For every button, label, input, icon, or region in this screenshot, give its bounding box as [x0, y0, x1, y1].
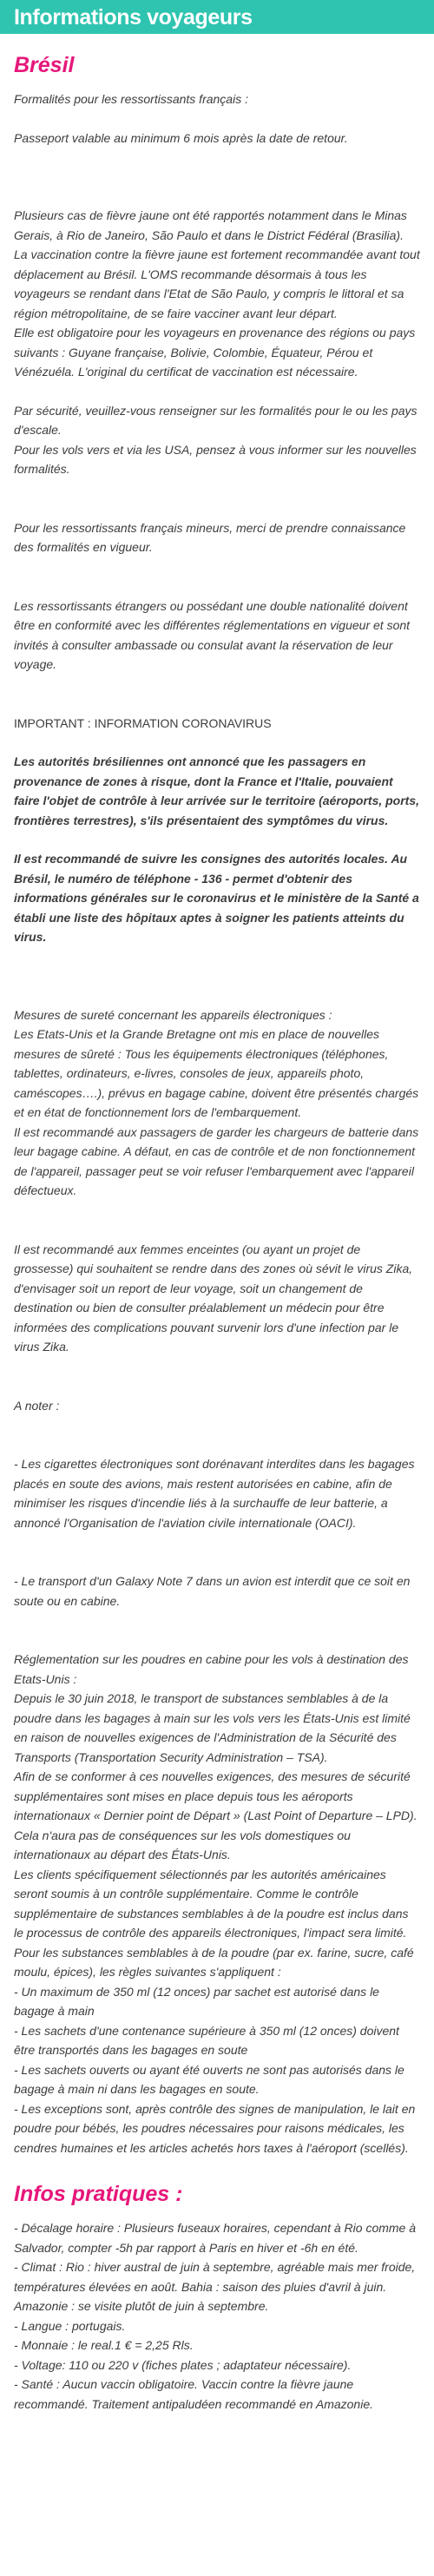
poudres-para-3: Afin de se conformer à ces nouvelles exigences, des mesures de sécurité supplémentaires sont mises en place depuis tous les aéroports internationaux « Dernier point de Départ » (Last Point of Departure – LPD). Cela n'aura pas de conséquences sur les vols domestiques ou internationaux au départ des États-Unis. — [14, 1769, 418, 1861]
passeport-text: Passeport valable au minimum 6 mois après la date de retour. — [14, 130, 348, 145]
info-item-climat: - Climat : Rio : hiver austral de juin à septembre, agréable mais mer froide, températures élevées en août. Bahia : saison des pluies d'avril à juin. Amazonie : se visite plutôt de juin à septembre. — [14, 2260, 416, 2313]
mineurs-text: Pour les ressortissants français mineurs, merci de prendre connaissance des formalités en vigueur. — [14, 520, 406, 554]
page-title: Informations voyageurs — [14, 5, 253, 30]
info-item-voltage: - Voltage: 110 ou 220 v (fiches plates ; adaptateur nécessaire). — [14, 2357, 352, 2372]
coronavirus-para-2: Il est recommandé de suivre les consignes des autorités locales. Au Brésil, le numéro de téléphone - 136 - permet d'obtenir des informations générales sur le coronavirus et le ministère de la Santé a établi une liste des hôpitaux aptes à soigner les patients atteints du virus. — [14, 852, 419, 944]
cigarettes-text: - Les cigarettes électroniques sont dorénavant interdites dans les bagages placés en soute des avions, mais restent autorisées en cabine, afin de minimiser les risques d'incendie liés à la surchauffe de leur batterie, a annoncé l'Organisation de l'aviation civile internationale (OACI). — [14, 1457, 415, 1530]
page-header — [0, 0, 434, 34]
info-item-langue: - Langue : portugais. — [14, 2318, 126, 2333]
poudres-para-8: - Les sachets ouverts ou ayant été ouverts ne sont pas autorisés dans le bagage à main ni dans les bagages en soute. — [14, 2062, 404, 2096]
info-item-sante: - Santé : Aucun vaccin obligatoire. Vaccin contre la fièvre jaune recommandé. Traitement antipaludéen recommandé en Amazonie. — [14, 2377, 373, 2411]
coronavirus-para-1: Les autorités brésiliennes ont annoncé que les passagers en provenance de zones à risque, dont la France et l'Italie, pouvaient faire l'objet de contrôle à leur arrivée sur le territoire (aéroports, ports, frontières terrestres), s'ils présentaient des symptômes du virus. — [14, 754, 420, 827]
poudres-para-9: - Les exceptions sont, après contrôle des signes de manipulation, le lait en poudre pour bébés, les poudres nécessaires pour raisons médicales, les cendres humaines et les articles achetés hors taxes à l'aéroport (scellés). — [14, 2101, 416, 2155]
section-title-infos-pratiques: Infos pratiques : — [14, 2182, 183, 2206]
fievre-jaune-para-2: La vaccination contre la fièvre jaune est fortement recommandée avant tout déplacement au Brésil. L'OMS recommande désormais à tous les voyageurs se rendant dans l'Etat de São Paulo, y compris le littoral et sa région métropolitaine, de se faire vacciner avant leur départ. — [14, 247, 420, 320]
poudres-para-1: Réglementation sur les poudres en cabine pour les vols à destination des Etats-Unis : — [14, 1652, 409, 1686]
info-item-monnaie: - Monnaie : le real.1 € = 2,25 Rls. — [14, 2338, 194, 2352]
fievre-jaune-para-1: Plusieurs cas de fièvre jaune ont été rapportés notamment dans le Minas Gerais, à Rio de Janeiro, São Paulo et dans le District Fédéral (Brasilia). — [14, 208, 407, 242]
main-content — [0, 34, 434, 2414]
appareils-para-1: Mesures de sureté concernant les appareils électroniques : — [14, 1007, 332, 1022]
a-noter-heading: A noter : — [14, 1398, 60, 1413]
zika-text: Il est recommandé aux femmes enceintes (ou ayant un projet de grossesse) qui souhaitent se rendre dans des zones où sévit le virus Zika, d'envisager soit un report de leur voyage, soit un changement de destination ou bien de consulter préalablement un médecin pour être informées des complications pouvant survenir lors d'une infection par le virus Zika. — [14, 1242, 413, 1354]
poudres-para-2: Depuis le 30 juin 2018, le transport de substances semblables à de la poudre dans les bagages à main sur les vols vers les États-Unis est limité en raison de nouvelles exigences de l'Administration de la Sécurité des Transports (Transportation Security Administration – TSA). — [14, 1691, 411, 1764]
poudres-para-6: - Un maximum de 350 ml (12 onces) par sachet est autorisé dans le bagage à main — [14, 1984, 379, 2018]
poudres-para-7: - Les sachets d'une contenance supérieure à 350 ml (12 onces) doivent être transportés dans les bagages en soute — [14, 2023, 399, 2057]
etrangers-text: Les ressortissants étrangers ou possédant une double nationalité doivent être en conformité avec les différentes réglementations en vigueur et sont invités à consulter ambassade ou consulat avant la réservation de leur voyage. — [14, 598, 411, 671]
info-item-decalage: - Décalage horaire : Plusieurs fuseaux horaires, cependant à Rio comme à Salvador, compter -5h par rapport à Paris en hiver et -6h en été. — [14, 2221, 417, 2255]
galaxy-text: - Le transport d'un Galaxy Note 7 dans un avion est interdit que ce soit en soute ou en cabine. — [14, 1574, 411, 1608]
fievre-jaune-para-3: Elle est obligatoire pour les voyageurs en provenance des régions ou pays suivants : Guyane française, Bolivie, Colombie, Équateur, Pérou et Vénézuéla. L'original du certificat de vaccination est nécessaire. — [14, 326, 416, 379]
appareils-para-2: Les Etats-Unis et la Grande Bretagne ont mis en place de nouvelles mesures de sûreté : Tous les équipements électroniques (téléphones, tablettes, ordinateurs, e-livres, consoles de jeux, appareils photo, caméscopes….), prévus en bagage cabine, doivent être présentés chargés et en état de fonctionnement lors de l'embarquement. — [14, 1027, 419, 1119]
section-title-bresil: Brésil — [14, 53, 75, 77]
coronavirus-heading: IMPORTANT : INFORMATION CORONAVIRUS — [14, 715, 272, 730]
poudres-para-4: Les clients spécifiquement sélectionnés par les autorités américaines seront soumis à un contrôle supplémentaire. Comme le contrôle supplémentaire de substances semblables à de la poudre est inclus dans le processus de contrôle des appareils électroniques, l'impact sera limité. — [14, 1867, 409, 1940]
poudres-para-5: Pour les substances semblables à de la poudre (par ex. farine, sucre, café moulu, épices), les règles suivantes s'appliquent : — [14, 1945, 414, 1979]
securite-para-2: Pour les vols vers et via les USA, pensez à vous informer sur les nouvelles formalités. — [14, 442, 417, 476]
formalites-heading: Formalités pour les ressortissants français : — [14, 92, 248, 106]
securite-para-1: Par sécurité, veuillez-vous renseigner sur les formalités pour le ou les pays d'escale. — [14, 403, 418, 437]
appareils-para-3: Il est recommandé aux passagers de garder les chargeurs de batterie dans leur bagage cabine. A défaut, en cas de contrôle et de non fonctionnement de l'appareil, passager peut se voir refuser l'embarquement avec l'appareil défectueux. — [14, 1124, 419, 1197]
